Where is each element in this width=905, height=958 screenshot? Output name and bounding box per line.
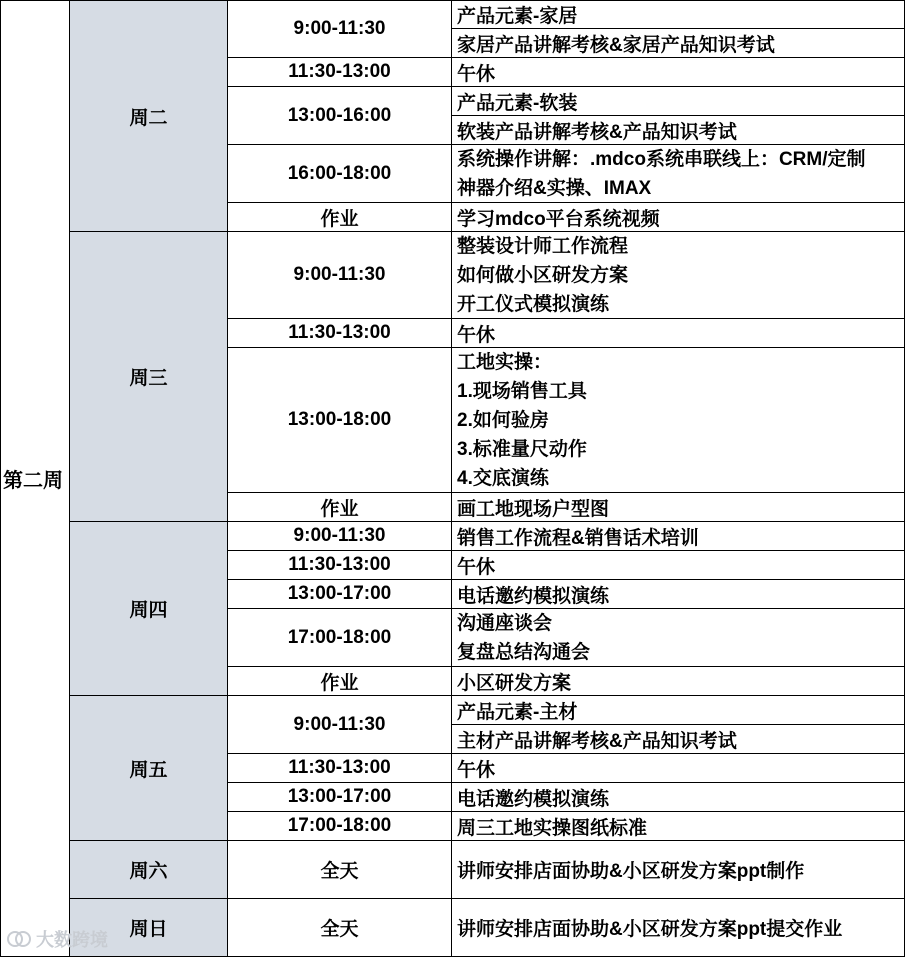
activity-line: 工地实操： bbox=[457, 351, 553, 373]
activity-cell: 午休 bbox=[452, 754, 905, 783]
day-thursday: 周四 bbox=[70, 522, 228, 696]
activity-cell: 主材产品讲解考核&产品知识考试 bbox=[452, 725, 905, 754]
activity-cell: 软装产品讲解考核&产品知识考试 bbox=[452, 116, 905, 145]
time-cell: 11:30-13:00 bbox=[228, 58, 452, 87]
day-friday: 周五 bbox=[70, 696, 228, 841]
activity-line: 2.如何验房 bbox=[457, 409, 549, 431]
activity-cell: 产品元素-软装 bbox=[452, 87, 905, 116]
activity-cell: 午休 bbox=[452, 551, 905, 580]
time-cell: 全天 bbox=[228, 899, 452, 957]
activity-line: 复盘总结沟通会 bbox=[457, 641, 591, 663]
time-cell: 9:00-11:30 bbox=[228, 696, 452, 754]
activity-cell bbox=[452, 609, 905, 667]
activity-cell: 电话邀约模拟演练 bbox=[452, 783, 905, 812]
activity-cell bbox=[452, 348, 905, 493]
time-cell: 13:00-17:00 bbox=[228, 783, 452, 812]
activity-cell bbox=[452, 145, 905, 203]
activity-cell: 午休 bbox=[452, 319, 905, 348]
activity-cell: 产品元素-家居 bbox=[452, 0, 905, 29]
time-cell: 11:30-13:00 bbox=[228, 754, 452, 783]
time-cell: 17:00-18:00 bbox=[228, 812, 452, 841]
time-cell: 9:00-11:30 bbox=[228, 0, 452, 58]
time-cell: 9:00-11:30 bbox=[228, 232, 452, 319]
activity-cell: 学习mdco平台系统视频 bbox=[452, 203, 905, 232]
activity-line: 神器介绍&实操、IMAX bbox=[457, 177, 652, 199]
activity-line: 4.交底演练 bbox=[457, 467, 549, 489]
time-cell: 作业 bbox=[228, 667, 452, 696]
activity-line: 1.现场销售工具 bbox=[457, 380, 587, 402]
time-cell: 作业 bbox=[228, 203, 452, 232]
activity-cell: 讲师安排店面协助&小区研发方案ppt提交作业 bbox=[452, 899, 905, 957]
activity-cell: 小区研发方案 bbox=[452, 667, 905, 696]
watermark-text: 大数跨境 bbox=[36, 930, 108, 950]
day-saturday: 周六 bbox=[70, 841, 228, 899]
activity-cell: 讲师安排店面协助&小区研发方案ppt制作 bbox=[452, 841, 905, 899]
activity-cell: 销售工作流程&销售话术培训 bbox=[452, 522, 905, 551]
activity-cell: 午休 bbox=[452, 58, 905, 87]
activity-line: 整装设计师工作流程 bbox=[457, 235, 629, 257]
watermark bbox=[6, 926, 108, 952]
time-cell: 16:00-18:00 bbox=[228, 145, 452, 203]
activity-cell: 画工地现场户型图 bbox=[452, 493, 905, 522]
time-cell: 13:00-16:00 bbox=[228, 87, 452, 145]
day-sunday: 周日 bbox=[70, 899, 228, 957]
activity-cell: 家居产品讲解考核&家居产品知识考试 bbox=[452, 29, 905, 58]
activity-line: 系统操作讲解：.mdco系统串联线上：CRM/定制 bbox=[457, 148, 866, 170]
time-cell: 作业 bbox=[228, 493, 452, 522]
activity-cell: 周三工地实操图纸标准 bbox=[452, 812, 905, 841]
activity-line: 沟通座谈会 bbox=[457, 612, 553, 634]
time-cell: 9:00-11:30 bbox=[228, 522, 452, 551]
day-tuesday: 周二 bbox=[70, 0, 228, 232]
watermark-logo-icon bbox=[6, 929, 32, 949]
activity-line: 开工仪式模拟演练 bbox=[457, 293, 610, 315]
activity-cell: 产品元素-主材 bbox=[452, 696, 905, 725]
day-wednesday: 周三 bbox=[70, 232, 228, 522]
time-cell: 13:00-17:00 bbox=[228, 580, 452, 609]
activity-cell: 电话邀约模拟演练 bbox=[452, 580, 905, 609]
activity-cell bbox=[452, 232, 905, 319]
week-label: 第二周 bbox=[0, 0, 70, 957]
time-cell: 13:00-18:00 bbox=[228, 348, 452, 493]
time-cell: 11:30-13:00 bbox=[228, 551, 452, 580]
activity-line: 如何做小区研发方案 bbox=[457, 264, 629, 286]
activity-line: 3.标准量尺动作 bbox=[457, 438, 587, 460]
time-cell: 17:00-18:00 bbox=[228, 609, 452, 667]
time-cell: 全天 bbox=[228, 841, 452, 899]
time-cell: 11:30-13:00 bbox=[228, 319, 452, 348]
